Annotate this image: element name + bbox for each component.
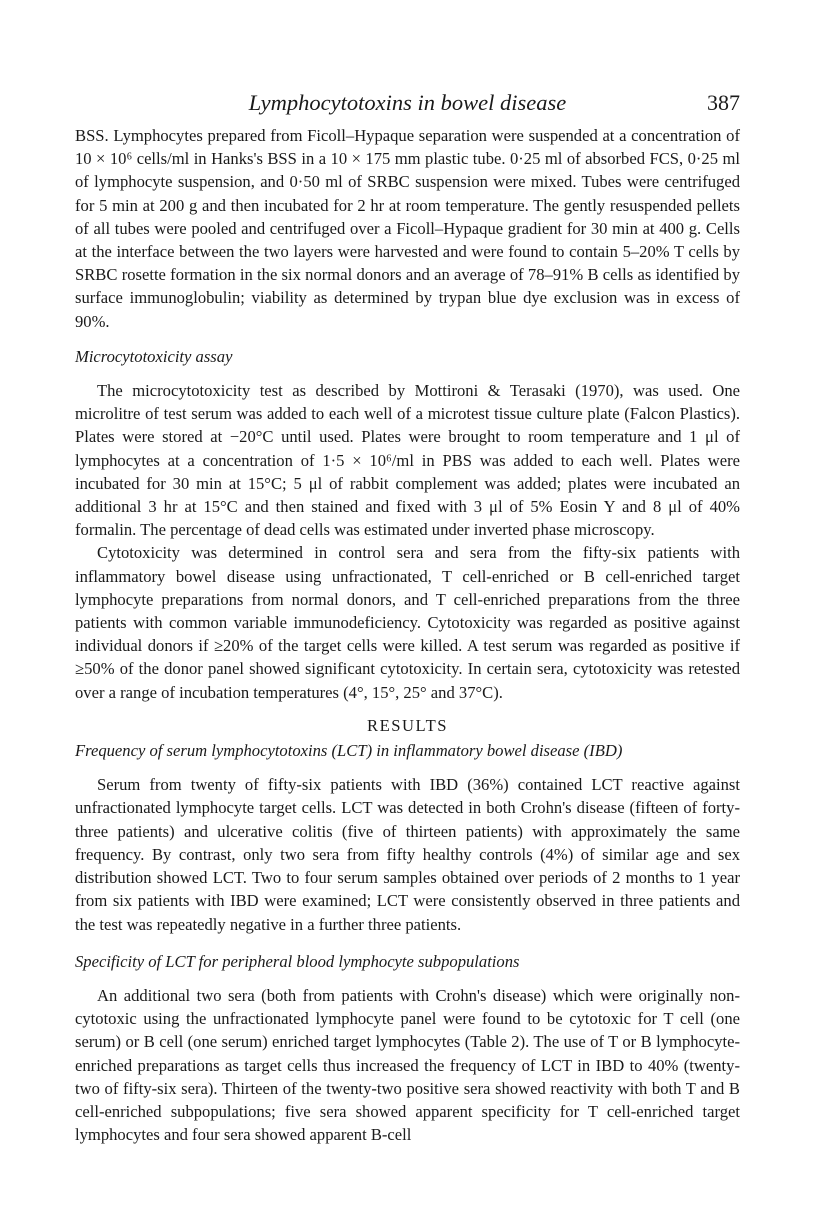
paragraph-frequency: Serum from twenty of fifty-six patients with IBD (36%) contained LCT reactive against unfractionated lymphocyte target cells. LCT was detected in both Crohn's disease (fifteen of forty-three patients) and ulcerative colitis (five of thirteen patients) with approximately the same frequency. By contrast, only two sera from fifty healthy controls (4%) of similar age and sex distribution showed LCT. Two to four serum samples obtained over periods of 2 months to 1 year from six patients with IBD were examined; LCT were consistently observed in three patients and the test was repeatedly negative in a further three patients. — [75, 775, 740, 934]
journal-page — [75, 90, 740, 1146]
subheading-microcytotoxicity-assay: Microcytotoxicity assay — [75, 346, 233, 366]
paragraph-cytotoxicity-criteria: Cytotoxicity was determined in control sera and sera from the fifty-six patients with inflammatory bowel disease using unfractionated, T cell-enriched or B cell-enriched target lymphocyte preparations from normal donors, and T cell-enriched preparations from the three patients with common variable immunodeficiency. Cytotoxicity was regarded as positive against individual donors if ≥20% of the target cells were killed. A test serum was regarded as positive if ≥50% of the donor panel showed significant cytotoxicity. In certain sera, cytotoxicity was retested over a range of incubation temperatures (4°, 15°, 25° and 37°C). — [75, 543, 740, 702]
subheading-specificity: Specificity of LCT for peripheral blood lymphocyte subpopulations — [75, 951, 520, 971]
running-head — [75, 90, 740, 124]
paragraph-microcytotoxicity-method: The microcytotoxicity test as described by Mottironi & Terasaki (1970), was used. One microlitre of test serum was added to each well of a microtest tissue culture plate (Falcon Plastics). Plates were stored at −20°C until used. Plates were brought to room temperature and 1 μl of lymphocytes at a concentration of 1·5 × 10⁶/ml in PBS was added to each well. Plates were incubated for 30 min at 15°C; 5 μl of rabbit complement was added; plates were incubated an additional 3 hr at 15°C and then stained and fixed with 3 μl of 5% Eosin Y and 8 μl of 40% formalin. The percentage of dead cells was estimated under inverted phase microscopy. — [75, 381, 740, 540]
page-number: 387 — [707, 90, 740, 115]
paragraph-specificity: An additional two sera (both from patients with Crohn's disease) which were originally non-cytotoxic using the unfractionated lymphocyte panel were found to be cytotoxic for T cell (one serum) or B cell (one serum) enriched target lymphocytes (Table 2). The use of T or B lymphocyte-enriched preparations as target cells thus increased the frequency of LCT in IBD to 40% (twenty-two of fifty-six sera). Thirteen of the twenty-two positive sera showed reactivity with both T and B cell-enriched subpopulations; five sera showed apparent specificity for T cell-enriched target lymphocytes and four sera showed apparent B-cell — [75, 985, 740, 1145]
running-title: Lymphocytotoxins in bowel disease — [248, 90, 567, 115]
subheading-frequency: Frequency of serum lymphocytotoxins (LCT) in inflammatory bowel disease (IBD) — [75, 741, 623, 761]
paragraph-continued: BSS. Lymphocytes prepared from Ficoll–Hypaque separation were suspended at a concentration of 10 × 10⁶ cells/ml in Hanks's BSS in a 10 × 175 mm plastic tube. 0·25 ml of absorbed FCS, 0·25 ml of lymphocyte suspension, and 0·50 ml of SRBC suspension were mixed. Tubes were centrifuged for 5 min at 200 g and then incubated for 2 hr at room temperature. The gently resuspended pellets of all tubes were pooled and centrifuged over a Ficoll–Hypaque gradient for 30 min at 400 g. Cells at the interface between the two layers were harvested and were found to contain 5–20% T cells by SRBC rosette formation in the six normal donors and an average of 78–91% B cells as identified by surface immunoglobulin; viability as determined by trypan blue dye exclusion was in excess of 90%. — [75, 126, 740, 331]
section-heading-results: RESULTS — [367, 715, 448, 735]
